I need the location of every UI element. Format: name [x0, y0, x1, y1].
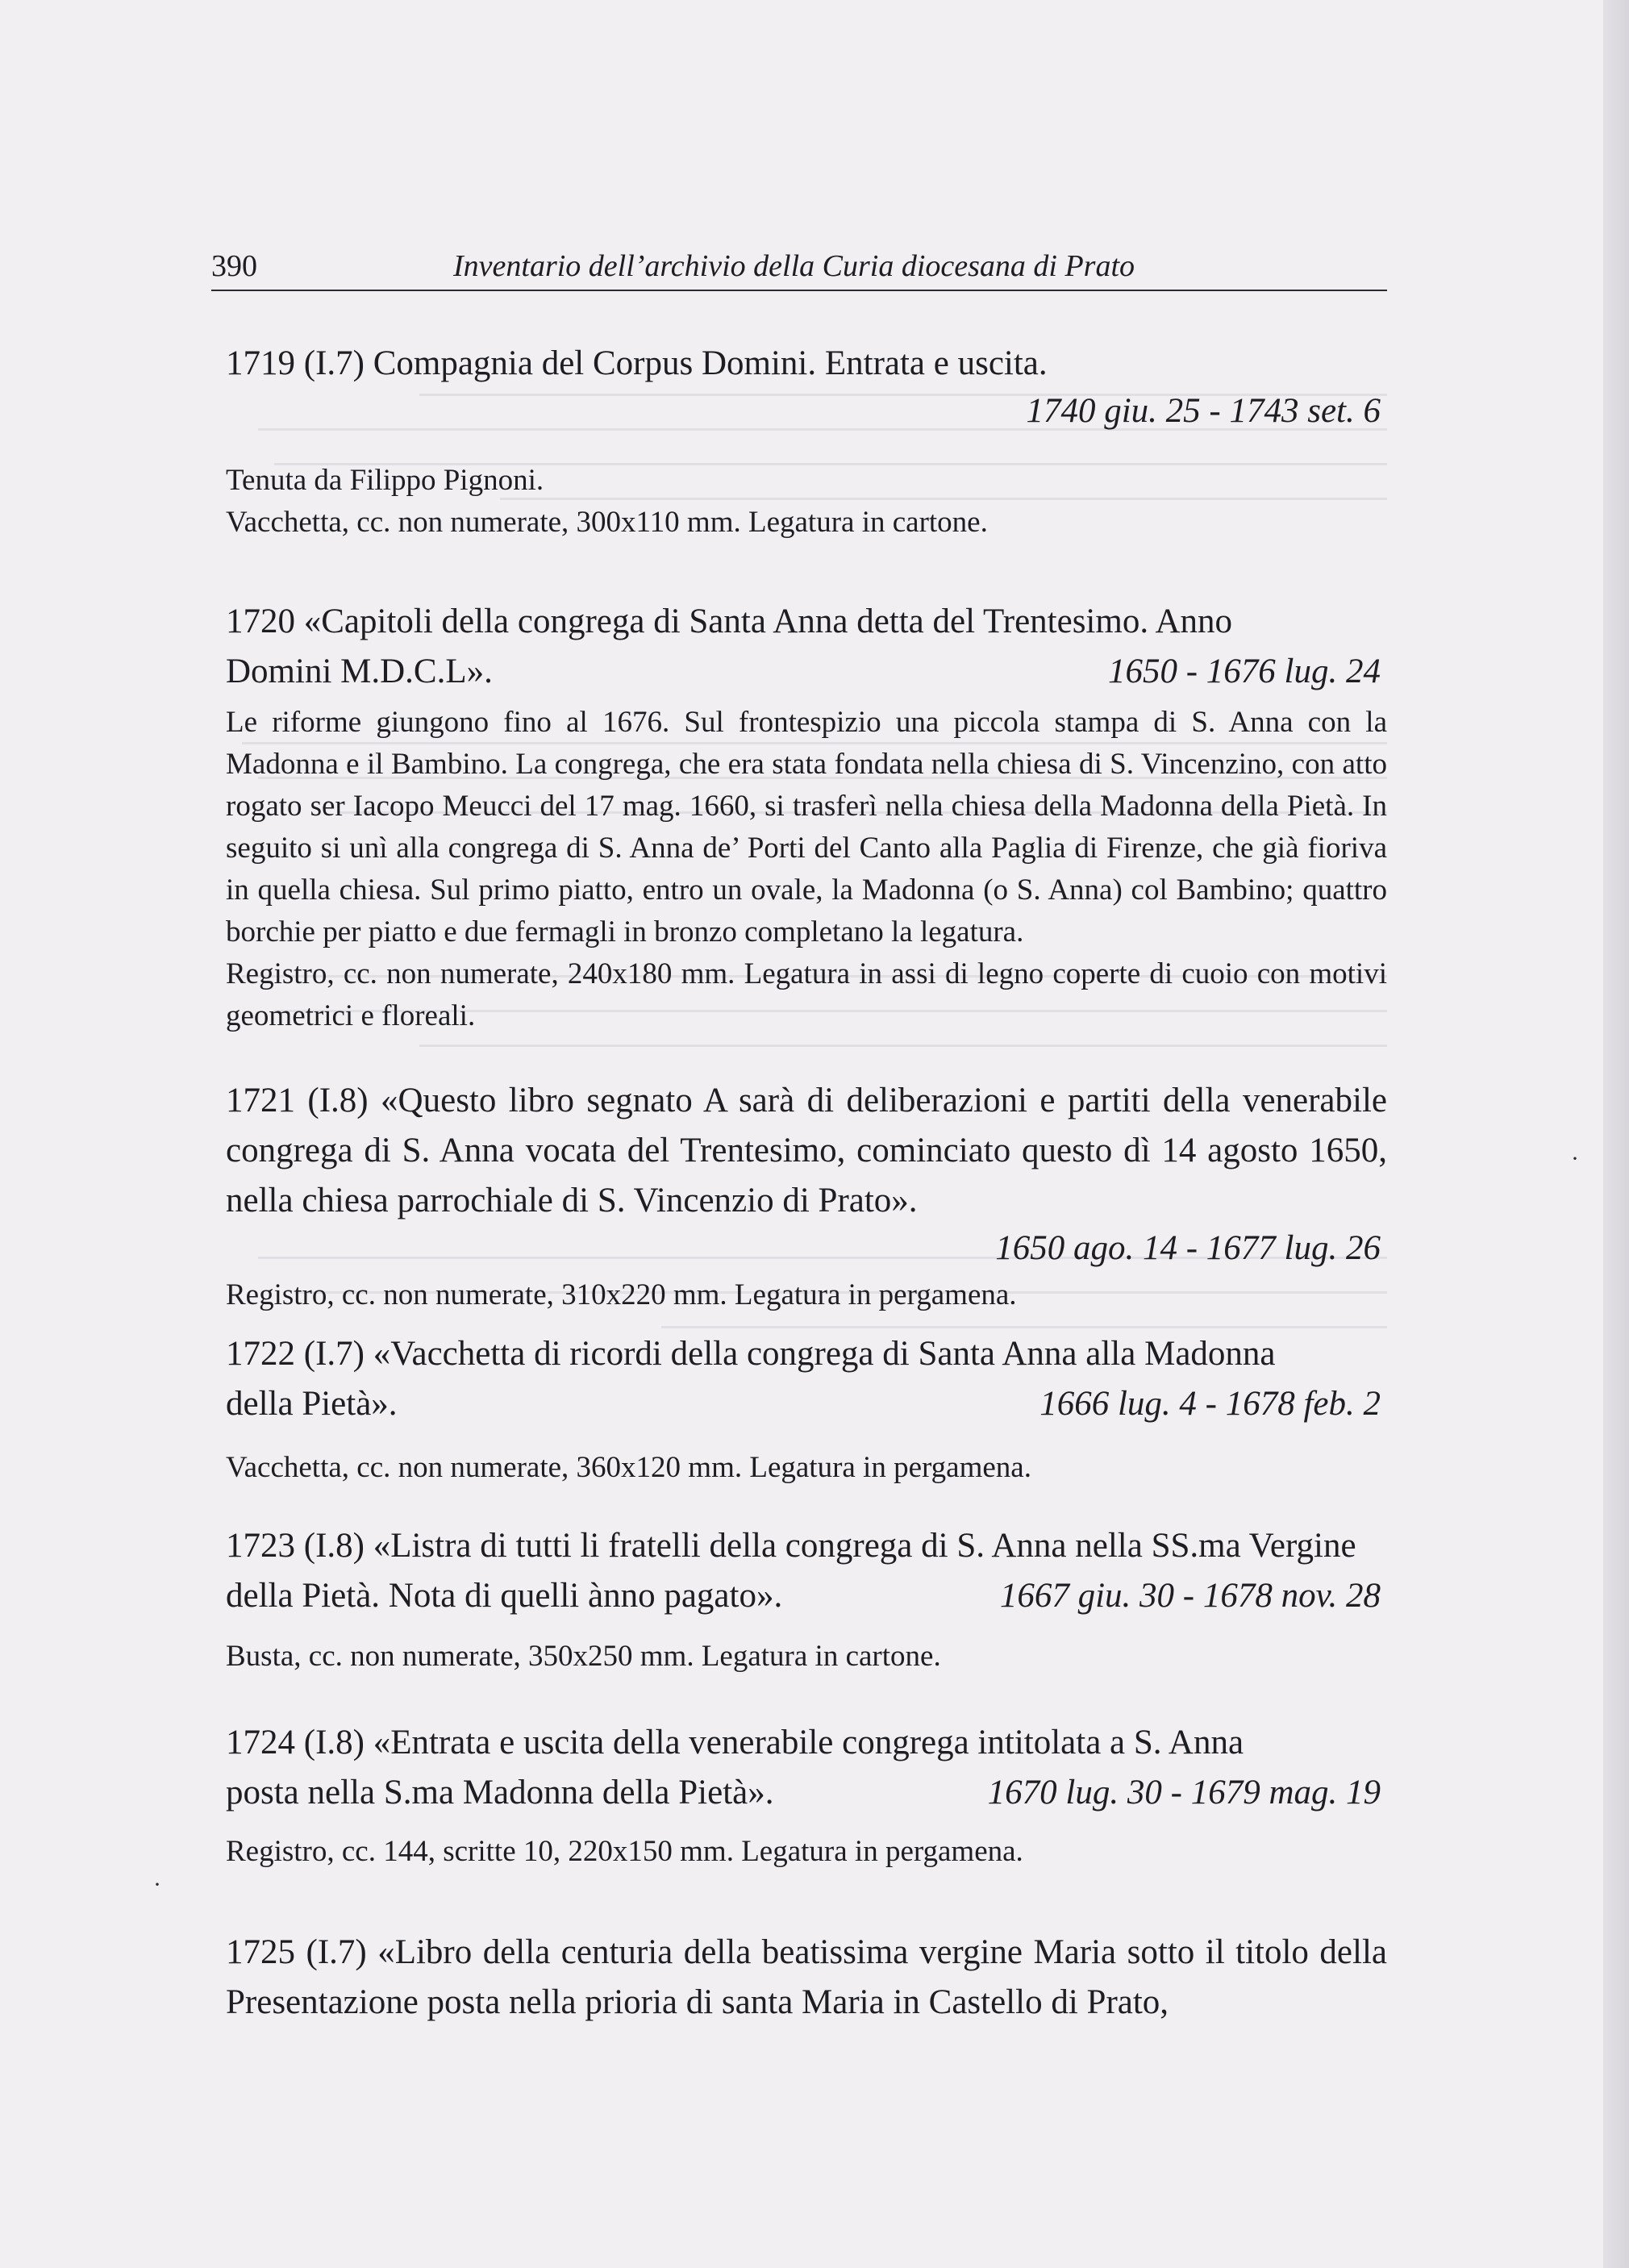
entry-physical-description: Registro, cc. 144, scritte 10, 220x150 mm. Legatura in pergamena. — [226, 1835, 1023, 1868]
entry-physical-description: Registro, cc. non numerate, 310x220 mm. Legatura in pergamena. — [226, 1278, 1017, 1311]
entry-date: 1666 lug. 4 - 1678 feb. 2 — [1039, 1385, 1381, 1423]
entry-1719 — [226, 339, 1387, 544]
entry-1721 — [226, 1076, 1387, 1316]
entry-title-end-row — [226, 1379, 1387, 1429]
entry-physical-description: Vacchetta, cc. non numerate, 300x110 mm. Legatura in cartone. — [226, 506, 988, 539]
entry-description: Tenuta da Filippo Pignoni. — [226, 464, 544, 497]
entry-title-end-row — [226, 1571, 1387, 1621]
entry-title-end-row — [226, 647, 1387, 697]
scan-speck: · — [153, 1871, 161, 1898]
entry-1724 — [226, 1718, 1387, 1873]
entry-1722 — [226, 1329, 1387, 1489]
entry-title: 1720 «Capitoli della congrega di Santa Anna detta del Trentesimo. Anno — [226, 602, 1233, 640]
entry-title-end-row — [226, 1768, 1387, 1818]
entry-date: 1667 giu. 30 - 1678 nov. 28 — [999, 1577, 1381, 1615]
entry-1725 — [226, 1928, 1387, 2028]
entry-title: 1725 (I.7) «Libro della centuria della beatissima vergine Maria sotto il titolo della Presentazione posta nella prioria di santa Maria in Castello di Prato, — [226, 1933, 1387, 2021]
entry-physical-description: Registro, cc. non numerate, 240x180 mm. Legatura in assi di legno coperte di cuoio con motivi geometrici e floreali. — [226, 957, 1387, 1032]
entry-title-end: posta nella S.ma Madonna della Pietà». — [226, 1774, 774, 1811]
entry-description: Le riforme giungono fino al 1676. Sul frontespizio una piccola stampa di S. Anna con la Madonna e il Bambino. La congrega, che era stata fondata nella chiesa di S. Vincenzino, con atto rogato ser Iacopo Meucci del 17 mag. 1660, si trasferì nella chiesa della Madonna della Pietà. In seguito si unì alla congrega di S. Anna de’ Porti del Canto alla Paglia di Firenze, che già fioriva in quella chiesa. Sul primo piatto, entro un ovale, la Madonna (o S. Anna) col Bambino; quattro borchie per piatto e due fermagli in bronzo completano la legatura. — [226, 706, 1387, 948]
entry-1720 — [226, 597, 1387, 1037]
entry-list — [226, 339, 1387, 2028]
entry-date: 1650 - 1676 lug. 24 — [1107, 652, 1381, 690]
running-head — [211, 246, 1387, 291]
entry-title-end: Domini M.D.C.L». — [226, 652, 493, 690]
entry-title: 1721 (I.8) «Questo libro segnato A sarà di deliberazioni e partiti della venerabile congrega di S. Anna vocata del Trentesimo, cominciato questo dì 14 agosto 1650, nella chiesa parrochiale di S. Vincenzio di Prato». — [226, 1082, 1387, 1219]
entry-date: 1650 ago. 14 - 1677 lug. 26 — [995, 1229, 1381, 1267]
entry-title-end: della Pietà. Nota di quelli ànno pagato». — [226, 1577, 783, 1615]
page-number: 390 — [211, 249, 257, 283]
entry-title: 1724 (I.8) «Entrata e uscita della venerabile congrega intitolata a S. Anna — [226, 1724, 1244, 1761]
entry-title-end: della Pietà». — [226, 1385, 398, 1423]
scan-speck: · — [1571, 1145, 1579, 1172]
page-edge — [1603, 0, 1629, 2268]
entry-title: 1723 (I.8) «Listra di tutti li fratelli della congrega di S. Anna nella SS.ma Vergine — [226, 1527, 1356, 1565]
entry-date: 1670 lug. 30 - 1679 mag. 19 — [987, 1774, 1381, 1811]
entry-date: 1740 giu. 25 - 1743 set. 6 — [1026, 392, 1381, 430]
entry-title: 1722 (I.7) «Vacchetta di ricordi della congrega di Santa Anna alla Madonna — [226, 1335, 1276, 1373]
entry-title: 1719 (I.7) Compagnia del Corpus Domini. Entrata e uscita. — [226, 344, 1048, 382]
entry-1723 — [226, 1521, 1387, 1678]
entry-physical-description: Busta, cc. non numerate, 350x250 mm. Legatura in cartone. — [226, 1640, 941, 1673]
header-title: Inventario dell’archivio della Curia diocesana di Prato — [453, 249, 1135, 283]
entry-physical-description: Vacchetta, cc. non numerate, 360x120 mm. Legatura in pergamena. — [226, 1451, 1031, 1484]
